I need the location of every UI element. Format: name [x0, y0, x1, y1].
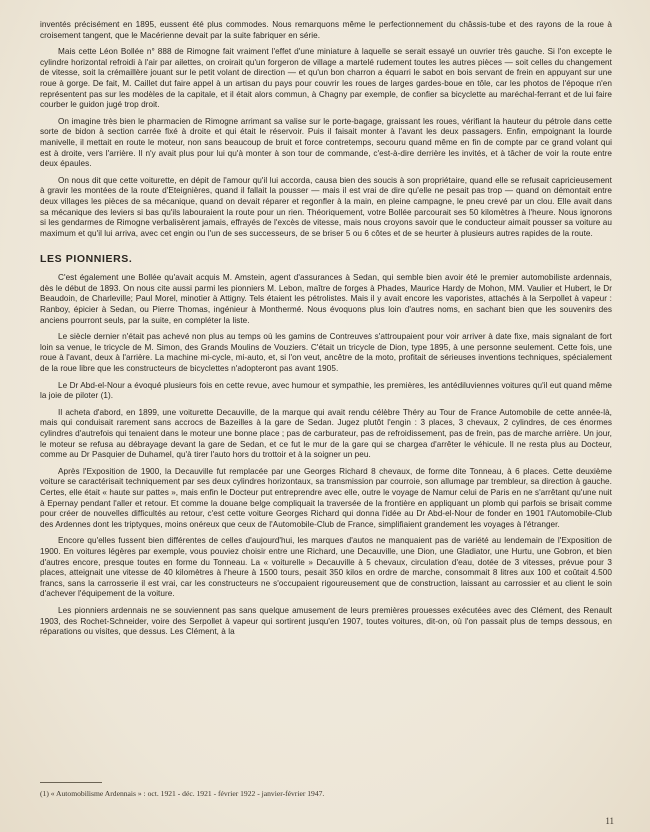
paragraph: Le Dr Abd-el-Nour a évoqué plusieurs fois en cette revue, avec humour et sympathie, les premières, les antédiluviennes voitures qu'il eut quand même la joie de piloter (1). [40, 380, 612, 401]
paragraph: Après l'Exposition de 1900, la Decauville fut remplacée par une Georges Richard 8 chevaux, de forme dite Tonneau, à 6 places. Cette deuxième voiture se caractérisait techniquement par ses deux cylindres horizontaux, sa transmission par courroie, son allumage par trembleur, sa direction à gauche. Certes, elle était « haute sur pattes », mais enfin le Docteur put entreprendre avec elle, outre le voyage de Namur celui de Paris en ne s'arrêtant qu'une nuit à Epernay pendant l'aller et retour. Et comme la douane belge compliquait la traversée de la frontière en appliquant un plomb qui parfois se brisait comme pour créer de nouvelles difficultés au retour, c'est cette voiture Georges Richard qui donna l'idée au Dr Abd-el-Nour de fonder en 1901 l'Automobile-Club des Ardennes dont les triptyques, moins onéreux que ceux de l'Automobile-Club de France, simplifiaient grandement les voyages à l'étranger. [40, 466, 612, 529]
paragraph: Mais cette Léon Bollée n° 888 de Rimogne fait vraiment l'effet d'une miniature à laquelle se serait essayé un ouvrier très gauche. Si l'on excepte le cylindre horizontal refroidi à l'air par ailettes, on croirait qu'un forgeron de village a martelé rudement toutes les autres pièces — soit celles du changement de vitesse, soit la crémaillère jouant sur le petit volant de direction — et qu'un bon charron a équarri le sabot en bois servant de frein en appuyant sur une roue à gorge. De fait, M. Caillet dut faire appel à un artisan du pays pour couvrir les roues de larges gardes-boue en tôle, car les photos de l'époque n'en représentent pas sur les modèles de la capitale, et il était alors commun, à Chagny par exemple, de confier sa bicyclette au maréchal-ferrant et de lui faire courber le guidon jugé trop droit. [40, 47, 612, 110]
paragraph: On imagine très bien le pharmacien de Rimogne arrimant sa valise sur le porte-bagage, graissant les roues, vérifiant la hauteur du pétrole dans cette sorte de bidon à section carrée fixé à droite et qui était le réservoir. Puis il faisait monter à l'avant les deux passagers. Enfin, empoignant la lourde manivelle, il mettait en route le moteur, non sans beaucoup de bruit et force contretemps, secouru quand même en fin de compte par ce grand volant qui est à droite, vers l'arrière. Il n'y avait plus pour lui qu'à monter à son tour de commande, c'est-à-dire derrière les invités, et à tâcher de voir la route entre deux épaules. [40, 116, 612, 169]
intro-section [40, 20, 612, 239]
page-number: 11 [605, 816, 614, 826]
paragraph: Il acheta d'abord, en 1899, une voiturette Decauville, de la marque qui avait rendu célèbre Théry au Tour de France Automobile de cette année-là, mais qui conduisait rarement sans accrocs de Bazeilles à la gare de Sedan. Jugez plutôt l'engin : 3 places, 3 chevaux, 2 cylindres, de ces énormes cylindres d'autrefois qui tenaient dans le moteur une bonne place ; pas de carburateur, pas de refroidissement, pas de frein, pas de marche arrière. Un jour, le moteur se refusa au débrayage devant la gare de Sedan, et ce fut le mur de la gare qui se chargea d'arrêter le véhicule. Il ne resta plus au Docteur, comme au Dr Pasquier de Duhamel, qu'à tirer l'auto hors du trottoir et à la soigner un peu. [40, 407, 612, 460]
footnote: (1) « Automobilisme Ardennais » : oct. 1921 - déc. 1921 - février 1922 - janvier-février 1947. [40, 789, 325, 798]
paragraph: Encore qu'elles fussent bien différentes de celles d'aujourd'hui, les marques d'autos ne manquaient pas de variété au lendemain de l'Exposition de 1900. En voitures légères par exemple, vous pouviez choisir entre une Richard, une Decauville, une Dion, une Gladiator, une Hurtu, une Gobron, et bien d'autres encore, presque toutes en forme du Tonneau. La « voiturelle » Decauville à 5 chevaux, circulation d'eau, dotée de 3 vitesses, prévue pour 3 places, atteignait une vitesse de 40 kilomètres à l'heure à 1500 tours, pesait 350 kilos en ordre de marche, consommait 8 litres aux 100 et coûtait 4.500 francs, sans la carrosserie il est vrai, car les constructeurs ne s'occupaient rigoureusement que de construction, laissant au carrossier et au client le soin d'achever l'équipement de la voiture. [40, 536, 612, 599]
pioneers-section [40, 273, 612, 637]
paragraph: Le siècle dernier n'était pas achevé non plus au temps où les gamins de Contreuves s'attroupaient pour voir arriver à date fixe, mais signalant de fort loin sa venue, le tricycle de M. Simon, des Grands Moulins de Vouziers. C'était un tricycle de Dion, type 1895, à une personne seulement. Cette fois, une roue à l'avant, deux à l'arrière. La machine mi-cycle, mi-auto, et, si l'on veut, ancêtre de la moto, profitait de sérieuses inventions techniques, spécialement de la roue libre que les constructeurs de bicyclettes n'adopteront pas avant 1905. [40, 332, 612, 374]
footnote-divider [40, 782, 102, 783]
paragraph: On nous dit que cette voiturette, en dépit de l'amour qu'il lui accorda, causa bien des soucis à son propriétaire, quand elle se refusait capricieusement à gravir les montées de la route d'Eteignières, quand il fallait la pousser — mais il est vrai de dire qu'elle ne pesait pas trop — quand on démontait entre deux villages les pièces de sa mécanique, quand on devait réparer et regonfler à la main, en pleine campagne, le pneu crevé par un clou. Elle avait dans sa mécanique des leviers si bas qu'ils labouraient la route pour un rien. Théoriquement, votre Bollée parcourait ses 50 kilomètres à l'heure. Nous ignorons si les gendarmes de Rimogne verbalisèrent jamais, effrayés de l'excès de vitesse, mais nous croyons savoir que le conducteur aimait pousser sa voiture au maximum et qu'il lui arriva, avec cet engin ou l'un de ses successeurs, de se briser 5 ou 6 côtes et de se heurter à plusieurs autres rapides de la route. [40, 175, 612, 238]
paragraph: Les pionniers ardennais ne se souviennent pas sans quelque amusement de leurs premières prouesses exécutées avec des Clément, des Renault 1903, des Rochet-Schneider, voire des Serpollet à vapeur qui sortirent jusqu'en 1907, toutes voitures, dit-on, où l'on passait plus de temps dessous, en réparations ou visites, que dessus. Les Clément, à la [40, 605, 612, 637]
section-heading: LES PIONNIERS. [40, 253, 133, 266]
paragraph: C'est également une Bollée qu'avait acquis M. Amstein, agent d'assurances à Sedan, qui semble bien avoir été le premier automobiliste ardennais, dès le début de 1893. On nous cite aussi parmi les pionniers M. Lebon, maître de forges à Phades, Maurice Hardy de Mohon, MM. Vaulier et Hubert, le Dr Beaudoin, de Charleville; Paul Morel, minotier à Attigny. Tels étaient les pétrolistes. Mais il y avait encore les vaporistes, attachés à la Serpollet à vapeur : Ranboy, épicier à Sedan, ou Pierre Thomas, ingénieur à Monthermé. Nous évoquons plus loin d'autres noms, en sachant bien que les souvenirs des anciens pourront seuls, par la suite, en compléter la liste. [40, 273, 612, 325]
paragraph: inventés précisément en 1895, eussent été plus commodes. Nous remarquons même le perfectionnement du châssis-tube et des rayons de la roue à croisement tangent, que le Macérienne devait par la suite fabriquer en série. [40, 20, 612, 40]
